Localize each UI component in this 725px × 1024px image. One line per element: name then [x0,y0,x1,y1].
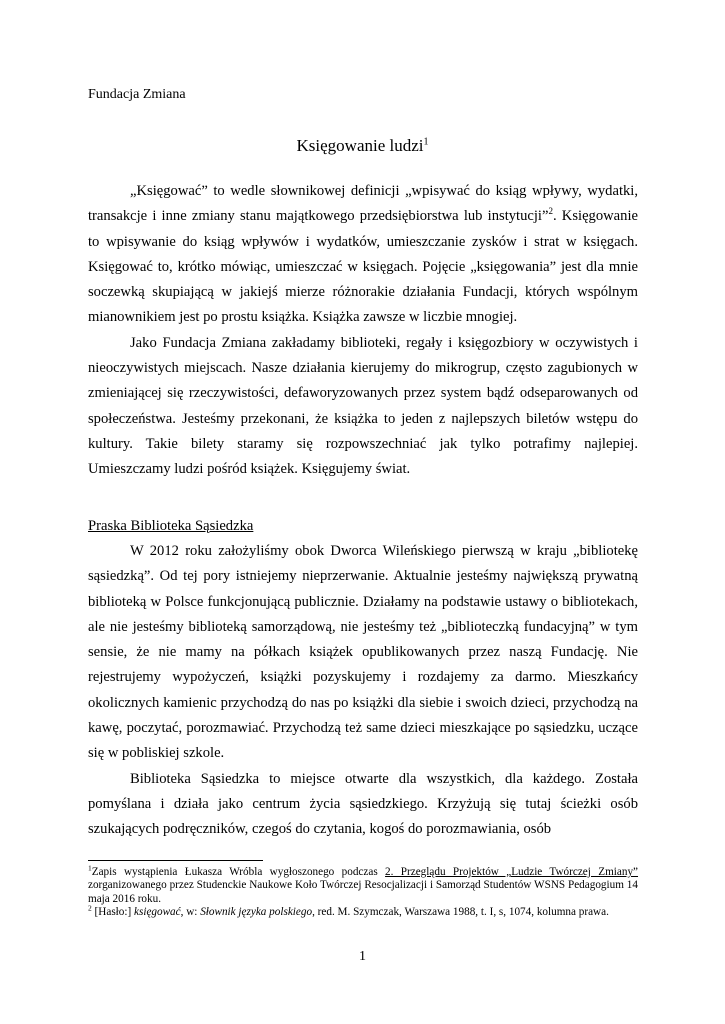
footnote-2-source: Słownik języka polskiego [200,906,313,919]
organization-name: Fundacja Zmiana [88,87,186,102]
title-footnote-ref[interactable]: 1 [423,136,429,148]
intro-paragraph-2: Jako Fundacja Zmiana zakładamy biblioteki, regały i księgozbiory w oczywistych i nieoczywistych miejscach. Nasze działania kierujemy do mikrogrup, często zagubionych w zmieniającej się rzeczywistości, defaworyzowanych przez system bądź odseparowanych od społeczeństwa. Jesteśmy przekonani, że książka to jeden z najlepszych biletów wstępu do kultury. Takie bilety staramy się rozpowszechniać jak tylko potrafimy najlepiej. Umieszczamy ludzi pośród książek. Księgujemy świat. [88,334,638,478]
intro-paragraph-1 [88,179,638,331]
library-section [88,539,638,843]
footnote-divider [88,860,263,861]
footnote-1 [88,863,639,906]
footnote-2-text-c: , red. M. Szymczak, Warszawa 1988, t. I, s, 1074, kolumna prawa. [312,906,609,919]
section-heading: Praska Biblioteka Sąsiedzka [88,518,254,534]
footnote-1-text-a: Zapis wystąpienia Łukasza Wróbla wygłoszonego podczas [91,866,386,878]
footnotes [88,863,639,920]
intro-section [88,179,638,483]
footnote-2 [88,903,638,919]
footnote-1-text-b: zorganizowanego przez Studenckie Naukowe Koło Twórczej Resocjalizacji i Samorząd Studentów WSNS Pedagogium 14 maja 2016 roku. [88,879,638,905]
footnote-2-number: 2 [88,903,92,913]
footnote-1-link[interactable]: 2. Przeglądu Projektów „Ludzie Twórczej Zmiany” [385,866,639,878]
footnote-2-text-a: [Hasło:] [91,906,135,919]
title-text: Księgowanie ludzi [296,136,424,155]
intro-p1-text-a: „Księgować” to wedle słownikowej definicji „wpisywać do ksiąg wpływy, wydatki, transakcje i inne zmiany stanu majątkowego przedsiębiorstwa lub instytucji” [88,183,638,225]
footnote-2-term: księgować [134,906,181,919]
intro-p1-text-b: . Księgowanie to wpisywanie do ksiąg wpływów i wydatków, umieszczanie zysków i strat w księgach. Księgować to, krótko mówiąc, umieszczać w księgach. Pojęcie „księgowania” jest dla mnie soczewką skupiającą w jakiejś mierze różnorakie działania Fundacji, których wspólnym mianownikiem jest po prostu książka. Książka zawsze w liczbie mnogiej. [88,208,638,326]
section-paragraph-2: Biblioteka Sąsiedzka to miejsce otwarte dla wszystkich, dla każdego. Została pomyślana i działa jako centrum życia sąsiedzkiego. Krzyżują się tutaj ścieżki osób szukających podręczników, czegoś do czytania, kogoś do porozmawiania, osób [88,770,638,838]
page-number: 1 [359,949,366,964]
footnote-1-number: 1 [88,863,92,873]
intro-footnote-ref[interactable]: 2 [548,206,553,217]
section-paragraph-1: W 2012 roku założyliśmy obok Dworca Wileńskiego pierwszą w kraju „bibliotekę sąsiedzką”. Od tej pory istniejemy nieprzerwanie. Aktualnie jesteśmy największą prywatną biblioteką w Polsce funkcjonującą publicznie. Działamy na podstawie ustawy o bibliotekach, ale nie jesteśmy biblioteką samorządową, nie jesteśmy też „biblioteczką fundacyjną” w tym sensie, że nie mamy na półkach książek opublikowanych przez naszą Fundację. Nie rejestrujemy wypożyczeń, książki pozyskujemy i rozdajemy za darmo. Mieszkańcy okolicznych kamienic przychodzą do nas po książki dla siebie i swoich dzieci, przychodzą na kawę, poczytać, porozmawiać. Przychodzą też same dzieci mieszkające po sąsiedzku, uczące się w pobliskiej szkole. [88,543,638,762]
footnote-2-text-b: , w: [180,906,201,919]
document-title [0,136,725,156]
